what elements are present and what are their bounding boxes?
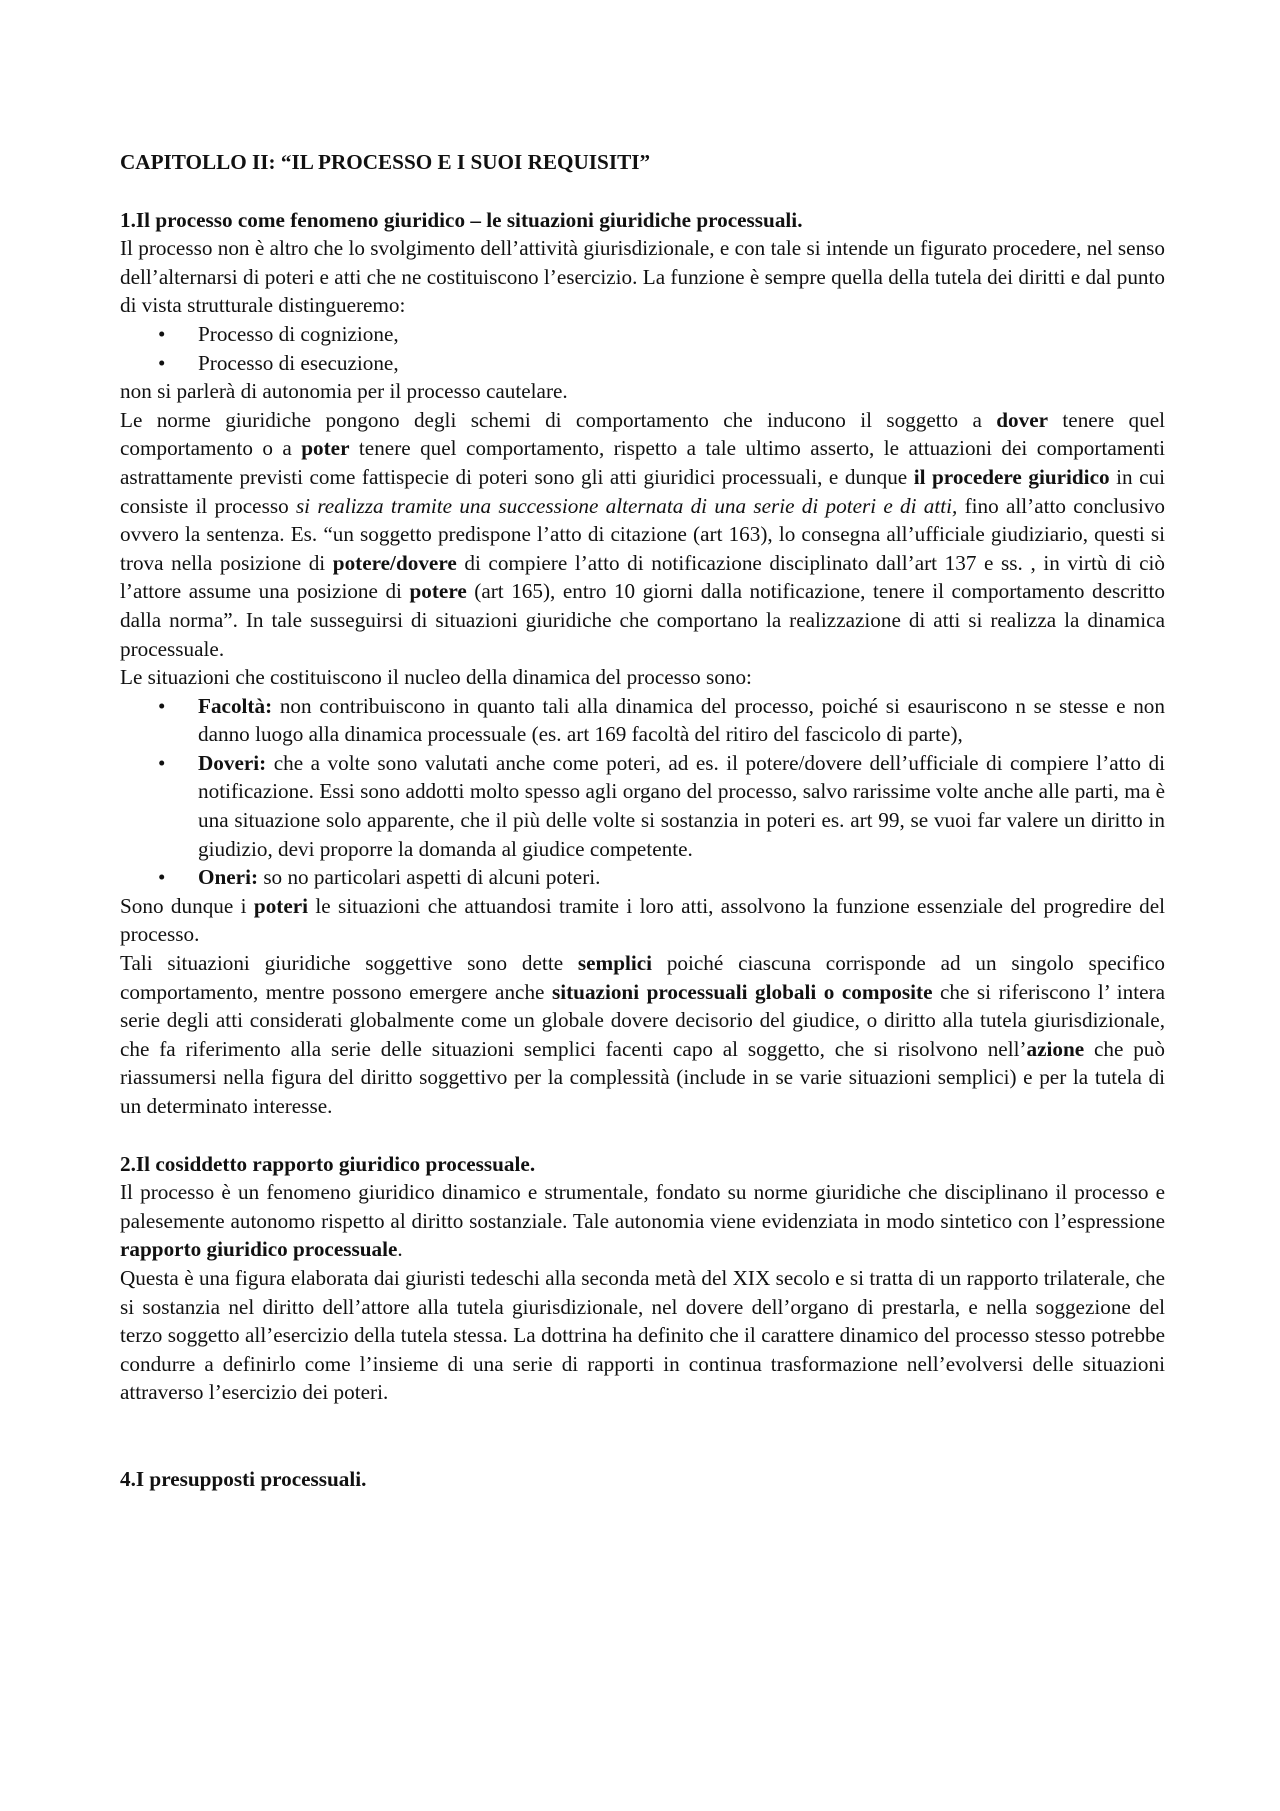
s1-paragraph-3: Le norme giuridiche pongono degli schemi di comportamento che inducono il soggetto a dover tenere quel comportamento o a poter tenere quel comportamento, rispetto a tale ultimo asserto, le attuazioni dei comportamenti astrattamente previsti come fattispecie di poteri sono gli atti giuridici processuali, e dunque il procedere giuridico in cui consiste il processo si realizza tramite una successione alternata di una serie di poteri e di atti, fino all’atto conclusivo ovvero la sentenza. Es. “un soggetto predispone l’atto di citazione (art 163), lo consegna all’ufficiale giudiziario, questi si trova nella posizione di potere/dovere di compiere l’atto di notificazione disciplinato dall’art 137 e ss. , in virtù di ciò l’attore assume una posizione di potere (art 165), entro 10 giorni dalla notificazione, tenere il comportamento descritto dalla norma”. In tale susseguirsi di situazioni giuridiche che comportano la realizzazione di atti si realizza la dinamica processuale. xyxy=(120,407,1166,661)
list-item: • Oneri: so no particolari aspetti di alcuni poteri. xyxy=(120,863,1165,892)
list-item: • Facoltà: non contribuiscono in quanto tali alla dinamica del processo, poiché si esauriscono n se stesse e non danno luogo alla dinamica processuale (es. art 169 facoltà del ritiro del fascicolo di parte), xyxy=(158,693,1165,747)
s1-process-list xyxy=(120,320,1165,377)
bullet-icon: • xyxy=(158,750,166,775)
s1-paragraph-2: non si parlerà di autonomia per il processo cautelare. xyxy=(120,379,568,404)
bullet-icon: • xyxy=(158,350,166,375)
document-page xyxy=(120,148,1165,1494)
section-1-heading: 1.Il processo come fenomeno giuridico – le situazioni giuridiche processuali. xyxy=(120,207,803,232)
s1-paragraph-6: Tali situazioni giuridiche soggettive sono dette semplici poiché ciascuna corrisponde ad un singolo specifico comportamento, mentre possono emergere anche situazioni processuali globali o composite che si riferiscono l’ intera serie degli atti considerati globalmente come un globale dovere decisorio del giudice, o diritto alla tutela giurisdizionale, che fa riferimento alla serie delle situazioni semplici facenti capo al soggetto, che si risolvono nell’azione che può riassumersi nella figura del diritto soggettivo per la complessità (include in se varie situazioni semplici) e per la tutela di un determinato interesse. xyxy=(120,951,1165,1118)
s2-paragraph-1: Il processo è un fenomeno giuridico dinamico e strumentale, fondato su norme giuridiche che disciplinano il processo e palesemente autonomo rispetto al diritto sostanziale. Tale autonomia viene evidenziata in modo sintetico con l’espressione rapporto giuridico processuale. xyxy=(120,1180,1165,1262)
bullet-icon: • xyxy=(158,321,166,346)
s2-paragraph-2: Questa è una figura elaborata dai giuristi tedeschi alla seconda metà del XIX secolo e si tratta di un rapporto trilaterale, che si sostanzia nel diritto dell’attore alla tutela giurisdizionale, nel dovere dell’organo di prestarla, e nella soggezione del terzo soggetto all’esercizio della tutela stessa. La dottrina ha definito che il carattere dinamico del processo stesso potrebbe condurre a definirlo come l’insieme di una serie di rapporti in continua trasformazione nell’evolversi delle situazioni attraverso l’esercizio dei poteri. xyxy=(120,1265,1165,1405)
list-item: • Doveri: che a volte sono valutati anche come poteri, ad es. il potere/dovere dell’ufficiale di compiere l’atto di notificazione. Essi sono addotti molto spesso agli organo del processo, salvo rarissime volte anche alle parti, ma è una situazione solo apparente, che il più delle volte si sostanzia in poteri es. art 99, se vuoi far valere un diritto in giudizio, devi proporre la domanda al giudice competente. xyxy=(158,750,1165,861)
s1-situations-list xyxy=(120,692,1165,892)
chapter-title: CAPITOLLO II: “IL PROCESSO E I SUOI REQUISITI” xyxy=(120,150,651,174)
section-2-heading: 2.Il cosiddetto rapporto giuridico processuale. xyxy=(120,1151,536,1176)
s1-paragraph-5: Sono dunque i poteri le situazioni che attuandosi tramite i loro atti, assolvono la funzione essenziale del progredire del processo. xyxy=(120,893,1166,947)
section-4-heading: 4.I presupposti processuali. xyxy=(120,1466,367,1491)
s1-paragraph-1: Il processo non è altro che lo svolgimento dell’attività giurisdizionale, e con tale si intende un figurato procedere, nel senso dell’alternarsi di poteri e atti che ne costituiscono l’esercizio. La funzione è sempre quella della tutela dei diritti e dal punto di vista strutturale distingueremo: xyxy=(120,236,1165,318)
s1-paragraph-4: Le situazioni che costituiscono il nucleo della dinamica del processo sono: xyxy=(120,665,752,690)
bullet-icon: • xyxy=(158,693,166,718)
bullet-icon: • xyxy=(158,865,166,890)
list-item: • Processo di cognizione, xyxy=(120,320,1165,349)
list-item: • Processo di esecuzione, xyxy=(120,349,1165,378)
